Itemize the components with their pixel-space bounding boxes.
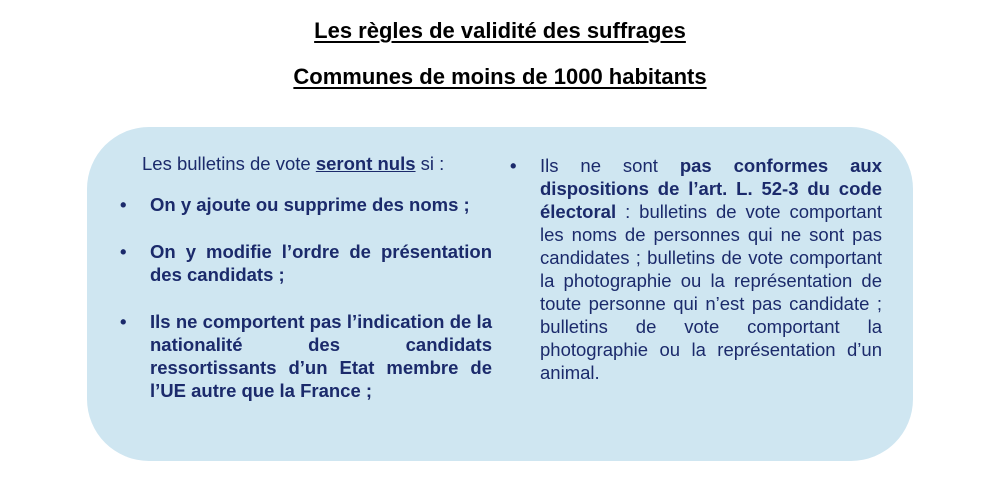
bullet-icon: • [120, 194, 127, 215]
list-item [510, 154, 882, 384]
right-column [510, 154, 882, 384]
page-title: Les règles de validité des suffrages [314, 18, 686, 43]
rules-list-right [510, 154, 882, 384]
bullet-icon: • [510, 155, 517, 176]
intro-suffix: si : [420, 153, 445, 174]
rule-text: On y modifie l’ordre de présentation des candidats ; [150, 241, 492, 285]
page-subtitle: Communes de moins de 1000 habitants [293, 64, 707, 89]
rule-lead: Ils ne sont [540, 155, 658, 176]
bullet-icon: • [120, 241, 127, 262]
rule-text: Ils ne comportent pas l’indication de la nationalité des candidats ressortissants d’un Etat membre de l’UE autre que la France ; [150, 311, 492, 401]
intro-text [114, 152, 492, 175]
rule-rest: : bulletins de vote comportant les noms de personnes qui ne sont pas candidates ; bulletins de vote comportant la photographie ou la représentation de toute personne qui n’est pas candidate ; bulletins de vote comportant la photographie ou la représentation d’un animal. [540, 201, 883, 383]
list-item [114, 240, 492, 286]
rule-text: On y ajoute ou supprime des noms ; [150, 194, 470, 215]
list-item [114, 193, 492, 216]
left-column [114, 152, 492, 426]
bullet-icon: • [120, 311, 127, 332]
rules-list-left [114, 193, 492, 402]
list-item [114, 310, 492, 402]
intro-prefix: Les bulletins de vote [142, 153, 311, 174]
rule-bold: pas conformes aux dispositions de l’art. L. 52-3 du code électoral [540, 155, 882, 222]
intro-emphasis: seront nuls [315, 153, 416, 174]
